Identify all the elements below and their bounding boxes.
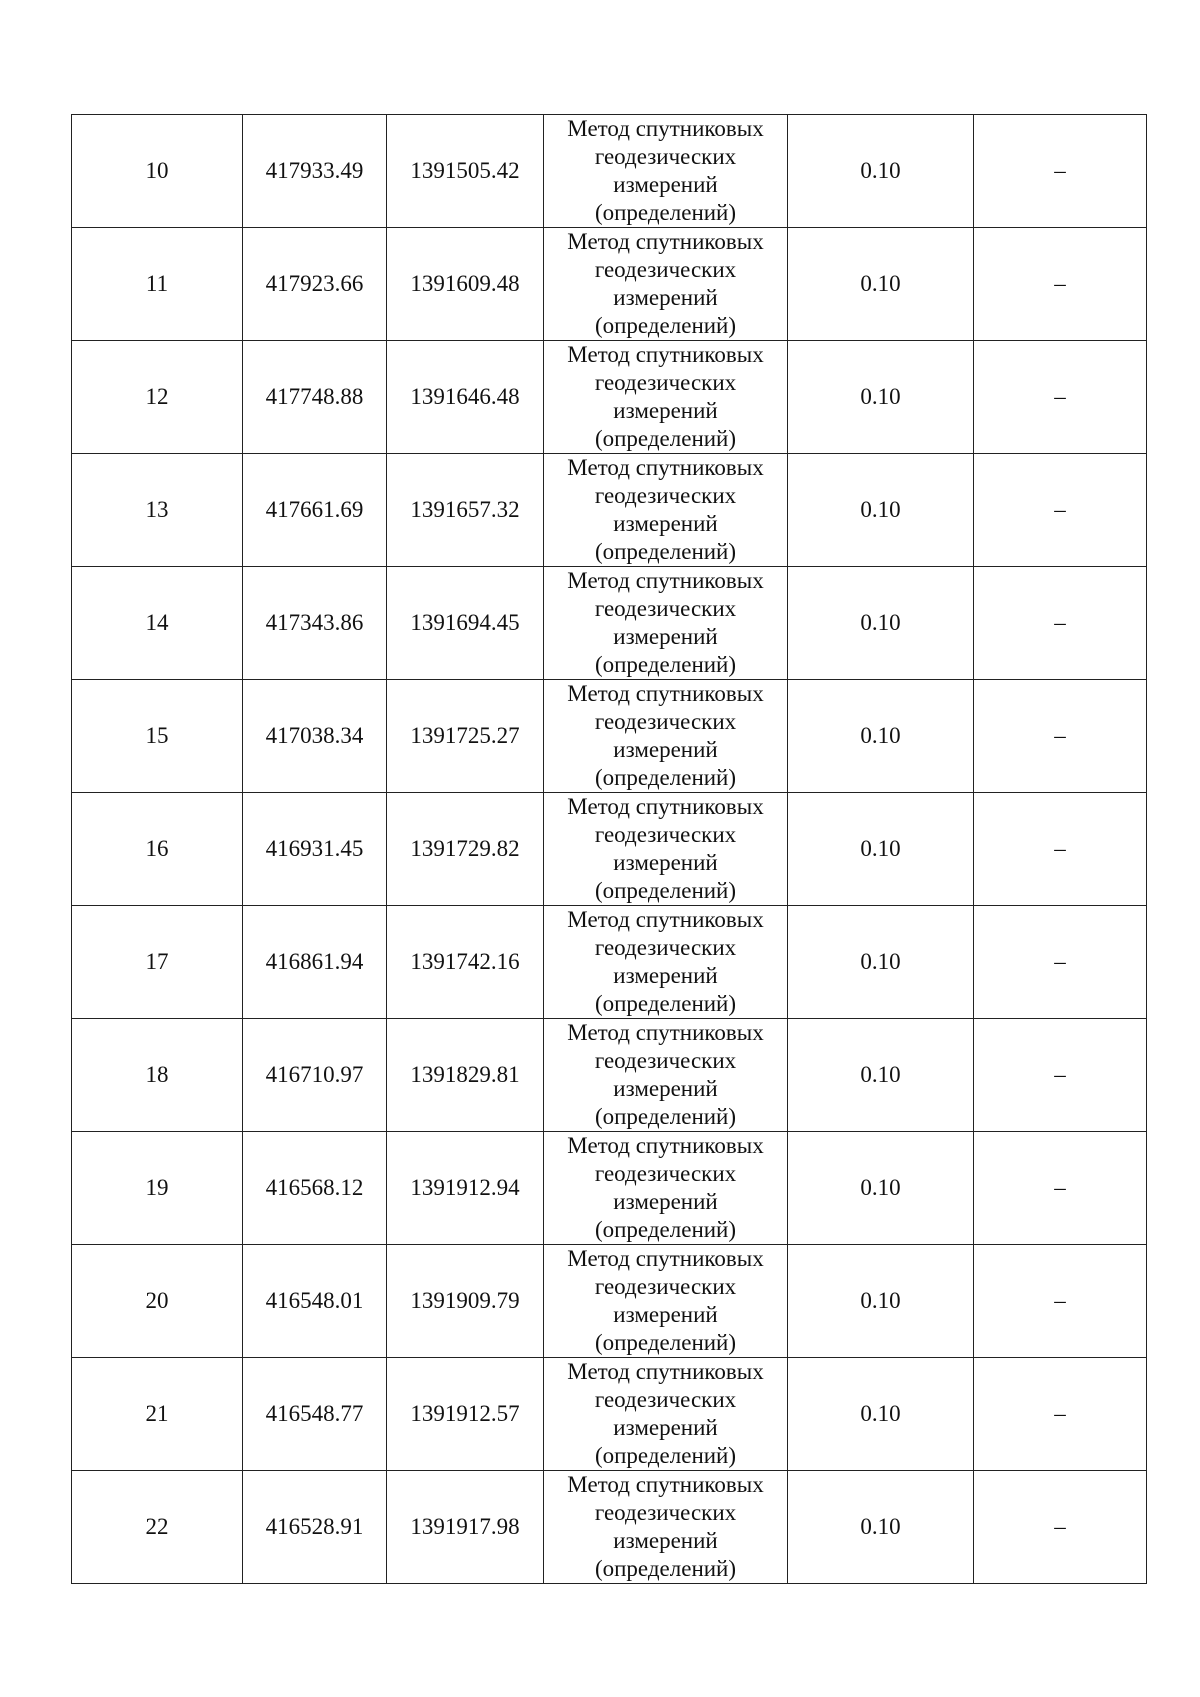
method-line: Метод спутниковых [567, 1020, 764, 1045]
point-number-cell: 18 [72, 1019, 243, 1132]
method-line: (определений) [594, 878, 737, 903]
method-cell [544, 341, 788, 454]
point-number-cell: 22 [72, 1471, 243, 1584]
method-line: геодезических [594, 1500, 737, 1525]
point-number-cell: 14 [72, 567, 243, 680]
x-coordinate-cell: 417923.66 [243, 228, 387, 341]
point-number-cell: 19 [72, 1132, 243, 1245]
accuracy-cell: 0.10 [788, 1132, 974, 1245]
x-coordinate-cell: 416931.45 [243, 793, 387, 906]
method-line: Метод спутниковых [567, 681, 764, 706]
method-line: измерений [613, 1415, 718, 1440]
y-coordinate-cell: 1391646.48 [387, 341, 544, 454]
x-coordinate-cell: 417748.88 [243, 341, 387, 454]
method-line: (определений) [594, 1556, 737, 1581]
method-line: (определений) [594, 1104, 737, 1129]
x-coordinate-cell: 416528.91 [243, 1471, 387, 1584]
method-line: (определений) [594, 1330, 737, 1355]
method-line: (определений) [594, 200, 737, 225]
point-number-cell: 16 [72, 793, 243, 906]
method-cell [544, 793, 788, 906]
method-cell [544, 1019, 788, 1132]
method-cell [544, 454, 788, 567]
note-cell: – [974, 1019, 1147, 1132]
method-line: измерений [613, 285, 718, 310]
method-line: измерений [613, 1528, 718, 1553]
table-row [72, 680, 1147, 793]
y-coordinate-cell: 1391609.48 [387, 228, 544, 341]
accuracy-cell: 0.10 [788, 567, 974, 680]
accuracy-cell: 0.10 [788, 1245, 974, 1358]
method-line: геодезических [594, 1048, 737, 1073]
method-line: (определений) [594, 539, 737, 564]
method-cell [544, 1245, 788, 1358]
note-cell: – [974, 1471, 1147, 1584]
method-cell [544, 115, 788, 228]
method-line: (определений) [594, 313, 737, 338]
point-number-cell: 12 [72, 341, 243, 454]
method-line: Метод спутниковых [567, 907, 764, 932]
method-line: Метод спутниковых [567, 229, 764, 254]
method-line: (определений) [594, 1217, 737, 1242]
y-coordinate-cell: 1391909.79 [387, 1245, 544, 1358]
method-line: измерений [613, 963, 718, 988]
method-line: (определений) [594, 1443, 737, 1468]
method-line: Метод спутниковых [567, 1246, 764, 1271]
method-line: геодезических [594, 257, 737, 282]
y-coordinate-cell: 1391729.82 [387, 793, 544, 906]
method-line: измерений [613, 737, 718, 762]
y-coordinate-cell: 1391912.57 [387, 1358, 544, 1471]
point-number-cell: 11 [72, 228, 243, 341]
method-cell [544, 906, 788, 1019]
table-row [72, 341, 1147, 454]
method-line: измерений [613, 1302, 718, 1327]
point-number-cell: 13 [72, 454, 243, 567]
method-cell [544, 1471, 788, 1584]
x-coordinate-cell: 416568.12 [243, 1132, 387, 1245]
note-cell: – [974, 680, 1147, 793]
note-cell: – [974, 906, 1147, 1019]
method-line: измерений [613, 398, 718, 423]
method-line: геодезических [594, 144, 737, 169]
table-row [72, 1019, 1147, 1132]
accuracy-cell: 0.10 [788, 1471, 974, 1584]
method-line: Метод спутниковых [567, 1359, 764, 1384]
point-number-cell: 10 [72, 115, 243, 228]
method-line: геодезических [594, 370, 737, 395]
method-line: измерений [613, 850, 718, 875]
y-coordinate-cell: 1391657.32 [387, 454, 544, 567]
y-coordinate-cell: 1391725.27 [387, 680, 544, 793]
table-row [72, 1358, 1147, 1471]
method-line: геодезических [594, 822, 737, 847]
method-cell [544, 567, 788, 680]
method-cell [544, 680, 788, 793]
method-cell [544, 1132, 788, 1245]
note-cell: – [974, 567, 1147, 680]
method-line: (определений) [594, 991, 737, 1016]
y-coordinate-cell: 1391742.16 [387, 906, 544, 1019]
x-coordinate-cell: 416710.97 [243, 1019, 387, 1132]
method-line: геодезических [594, 1274, 737, 1299]
note-cell: – [974, 115, 1147, 228]
accuracy-cell: 0.10 [788, 1019, 974, 1132]
table-row [72, 454, 1147, 567]
y-coordinate-cell: 1391912.94 [387, 1132, 544, 1245]
x-coordinate-cell: 417933.49 [243, 115, 387, 228]
method-line: геодезических [594, 1387, 737, 1412]
y-coordinate-cell: 1391694.45 [387, 567, 544, 680]
table-row [72, 1132, 1147, 1245]
method-cell [544, 228, 788, 341]
accuracy-cell: 0.10 [788, 454, 974, 567]
method-line: Метод спутниковых [567, 342, 764, 367]
point-number-cell: 21 [72, 1358, 243, 1471]
method-line: измерений [613, 1189, 718, 1214]
point-number-cell: 15 [72, 680, 243, 793]
note-cell: – [974, 228, 1147, 341]
method-line: измерений [613, 172, 718, 197]
table-row [72, 567, 1147, 680]
accuracy-cell: 0.10 [788, 906, 974, 1019]
method-line: (определений) [594, 765, 737, 790]
table-row [72, 793, 1147, 906]
method-line: измерений [613, 1076, 718, 1101]
method-line: измерений [613, 624, 718, 649]
note-cell: – [974, 793, 1147, 906]
table-row [72, 115, 1147, 228]
x-coordinate-cell: 417343.86 [243, 567, 387, 680]
x-coordinate-cell: 417661.69 [243, 454, 387, 567]
table-row [72, 1245, 1147, 1358]
x-coordinate-cell: 417038.34 [243, 680, 387, 793]
method-line: Метод спутниковых [567, 116, 764, 141]
note-cell: – [974, 341, 1147, 454]
note-cell: – [974, 454, 1147, 567]
method-line: Метод спутниковых [567, 455, 764, 480]
point-number-cell: 20 [72, 1245, 243, 1358]
method-line: (определений) [594, 426, 737, 451]
accuracy-cell: 0.10 [788, 793, 974, 906]
method-line: Метод спутниковых [567, 794, 764, 819]
y-coordinate-cell: 1391505.42 [387, 115, 544, 228]
accuracy-cell: 0.10 [788, 341, 974, 454]
method-line: измерений [613, 511, 718, 536]
method-line: Метод спутниковых [567, 1472, 764, 1497]
table-row [72, 906, 1147, 1019]
x-coordinate-cell: 416861.94 [243, 906, 387, 1019]
accuracy-cell: 0.10 [788, 1358, 974, 1471]
y-coordinate-cell: 1391829.81 [387, 1019, 544, 1132]
x-coordinate-cell: 416548.01 [243, 1245, 387, 1358]
accuracy-cell: 0.10 [788, 228, 974, 341]
method-line: Метод спутниковых [567, 1133, 764, 1158]
coordinates-table [71, 114, 1147, 1584]
table-row [72, 228, 1147, 341]
y-coordinate-cell: 1391917.98 [387, 1471, 544, 1584]
table-row [72, 1471, 1147, 1584]
accuracy-cell: 0.10 [788, 115, 974, 228]
note-cell: – [974, 1245, 1147, 1358]
accuracy-cell: 0.10 [788, 680, 974, 793]
method-line: геодезических [594, 1161, 737, 1186]
method-cell [544, 1358, 788, 1471]
x-coordinate-cell: 416548.77 [243, 1358, 387, 1471]
method-line: геодезических [594, 709, 737, 734]
note-cell: – [974, 1132, 1147, 1245]
method-line: геодезических [594, 483, 737, 508]
method-line: геодезических [594, 935, 737, 960]
method-line: геодезических [594, 596, 737, 621]
table-body [72, 115, 1147, 1584]
method-line: (определений) [594, 652, 737, 677]
point-number-cell: 17 [72, 906, 243, 1019]
note-cell: – [974, 1358, 1147, 1471]
method-line: Метод спутниковых [567, 568, 764, 593]
